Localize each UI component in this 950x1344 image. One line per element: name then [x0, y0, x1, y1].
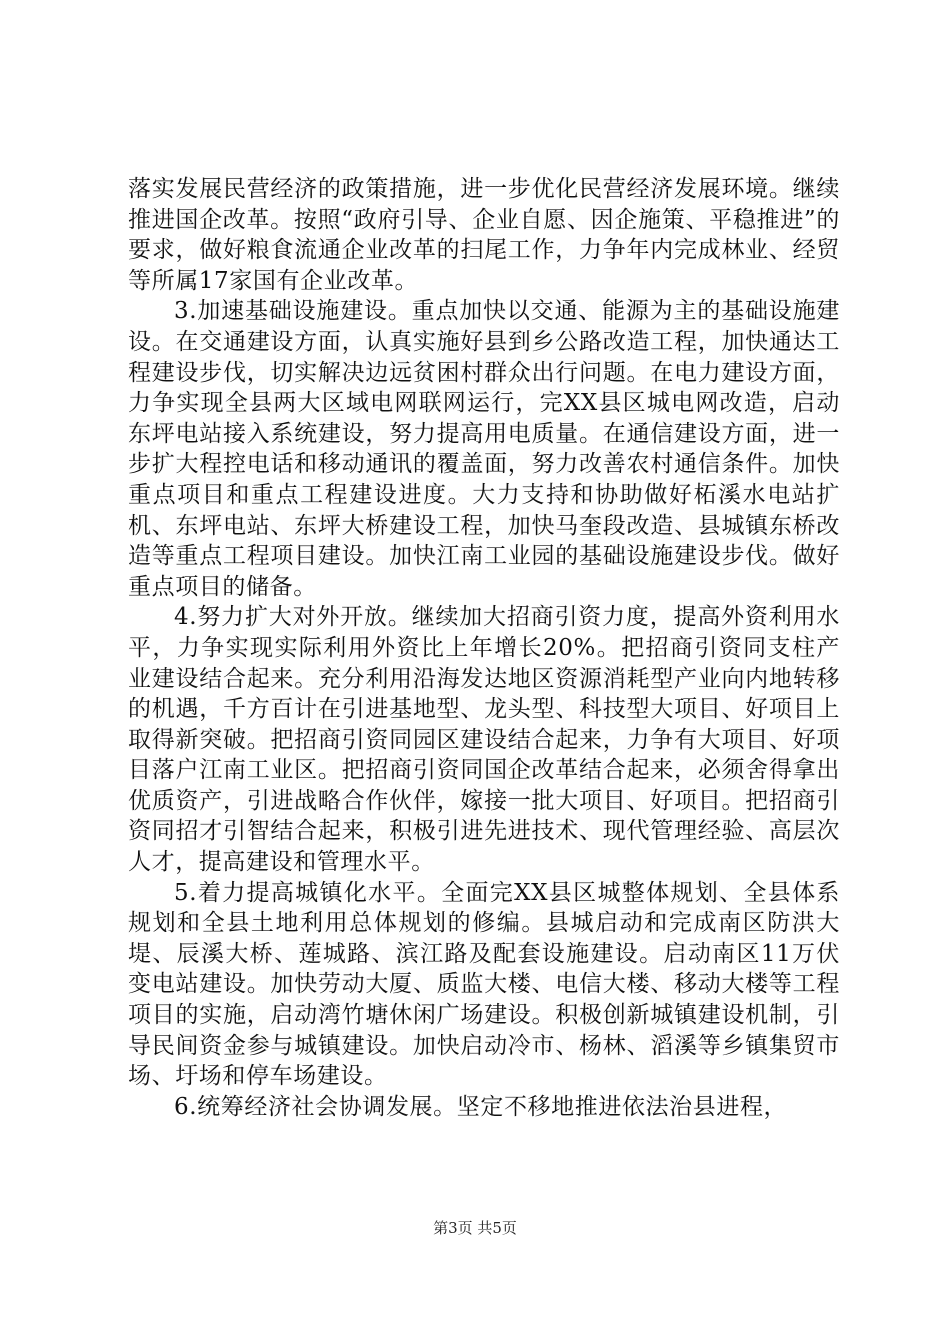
page-footer: 第3页 共5页: [433, 1219, 517, 1237]
document-body: [128, 174, 840, 1122]
paragraph-4: 5.着力提高城镇化水平。全面完XX县区城整体规划、全县体系规划和全县土地利用总体规划的修编。县城启动和完成南区防洪大堤、辰溪大桥、莲城路、滨江路及配套设施建设。启动南区11万伏变电站建设。加快劳动大厦、质监大楼、电信大楼、移动大楼等工程项目的实施，启动湾竹塘休闲广场建设。积极创新城镇建设机制，引导民间资金参与城镇建设。加快启动冷市、杨林、滔溪等乡镇集贸市场、圩场和停车场建设。: [128, 879, 840, 1090]
paragraph-3: 4.努力扩大对外开放。继续加大招商引资力度，提高外资利用水平，力争实现实际利用外资比上年增长20%。把招商引资同支柱产业建设结合起来。充分利用沿海发达地区资源消耗型产业向内地转移的机遇，千方百计在引进基地型、龙头型、科技型大项目、好项目上取得新突破。把招商引资同园区建设结合起来，力争有大项目、好项目落户江南工业区。把招商引资同国企改革结合起来，必须舍得拿出优质资产，引进战略合作伙伴，嫁接一批大项目、好项目。把招商引资同招才引智结合起来，积极引进先进技术、现代管理经验、高层次人才，提高建设和管理水平。: [128, 604, 840, 876]
paragraph-5: 6.统筹经济社会协调发展。坚定不移地推进依法治县进程，: [174, 1093, 788, 1120]
paragraph-2: 3.加速基础设施建设。重点加快以交通、能源为主的基础设施建设。在交通建设方面，认真实施好县到乡公路改造工程，加快通达工程建设步伐，切实解决边远贫困村群众出行问题。在电力建设方面，力争实现全县两大区域电网联网运行，完XX县区城电网改造，启动东坪电站接入系统建设，努力提高用电质量。在通信建设方面，进一步扩大程控电话和移动通讯的覆盖面，努力改善农村通信条件。加快重点项目和重点工程建设进度。大力支持和协助做好柘溪水电站扩机、东坪电站、东坪大桥建设工程，加快马奎段改造、县城镇东桥改造等重点工程项目建设。加快江南工业园的基础设施建设步伐。做好重点项目的储备。: [128, 298, 840, 600]
paragraph-1: 落实发展民营经济的政策措施，进一步优化民营经济发展环境。继续推进国企改革。按照“政府引导、企业自愿、因企施策、平稳推进”的要求，做好粮食流通企业改革的扫尾工作，力争年内完成林业、经贸等所属17家国有企业改革。: [128, 176, 840, 294]
